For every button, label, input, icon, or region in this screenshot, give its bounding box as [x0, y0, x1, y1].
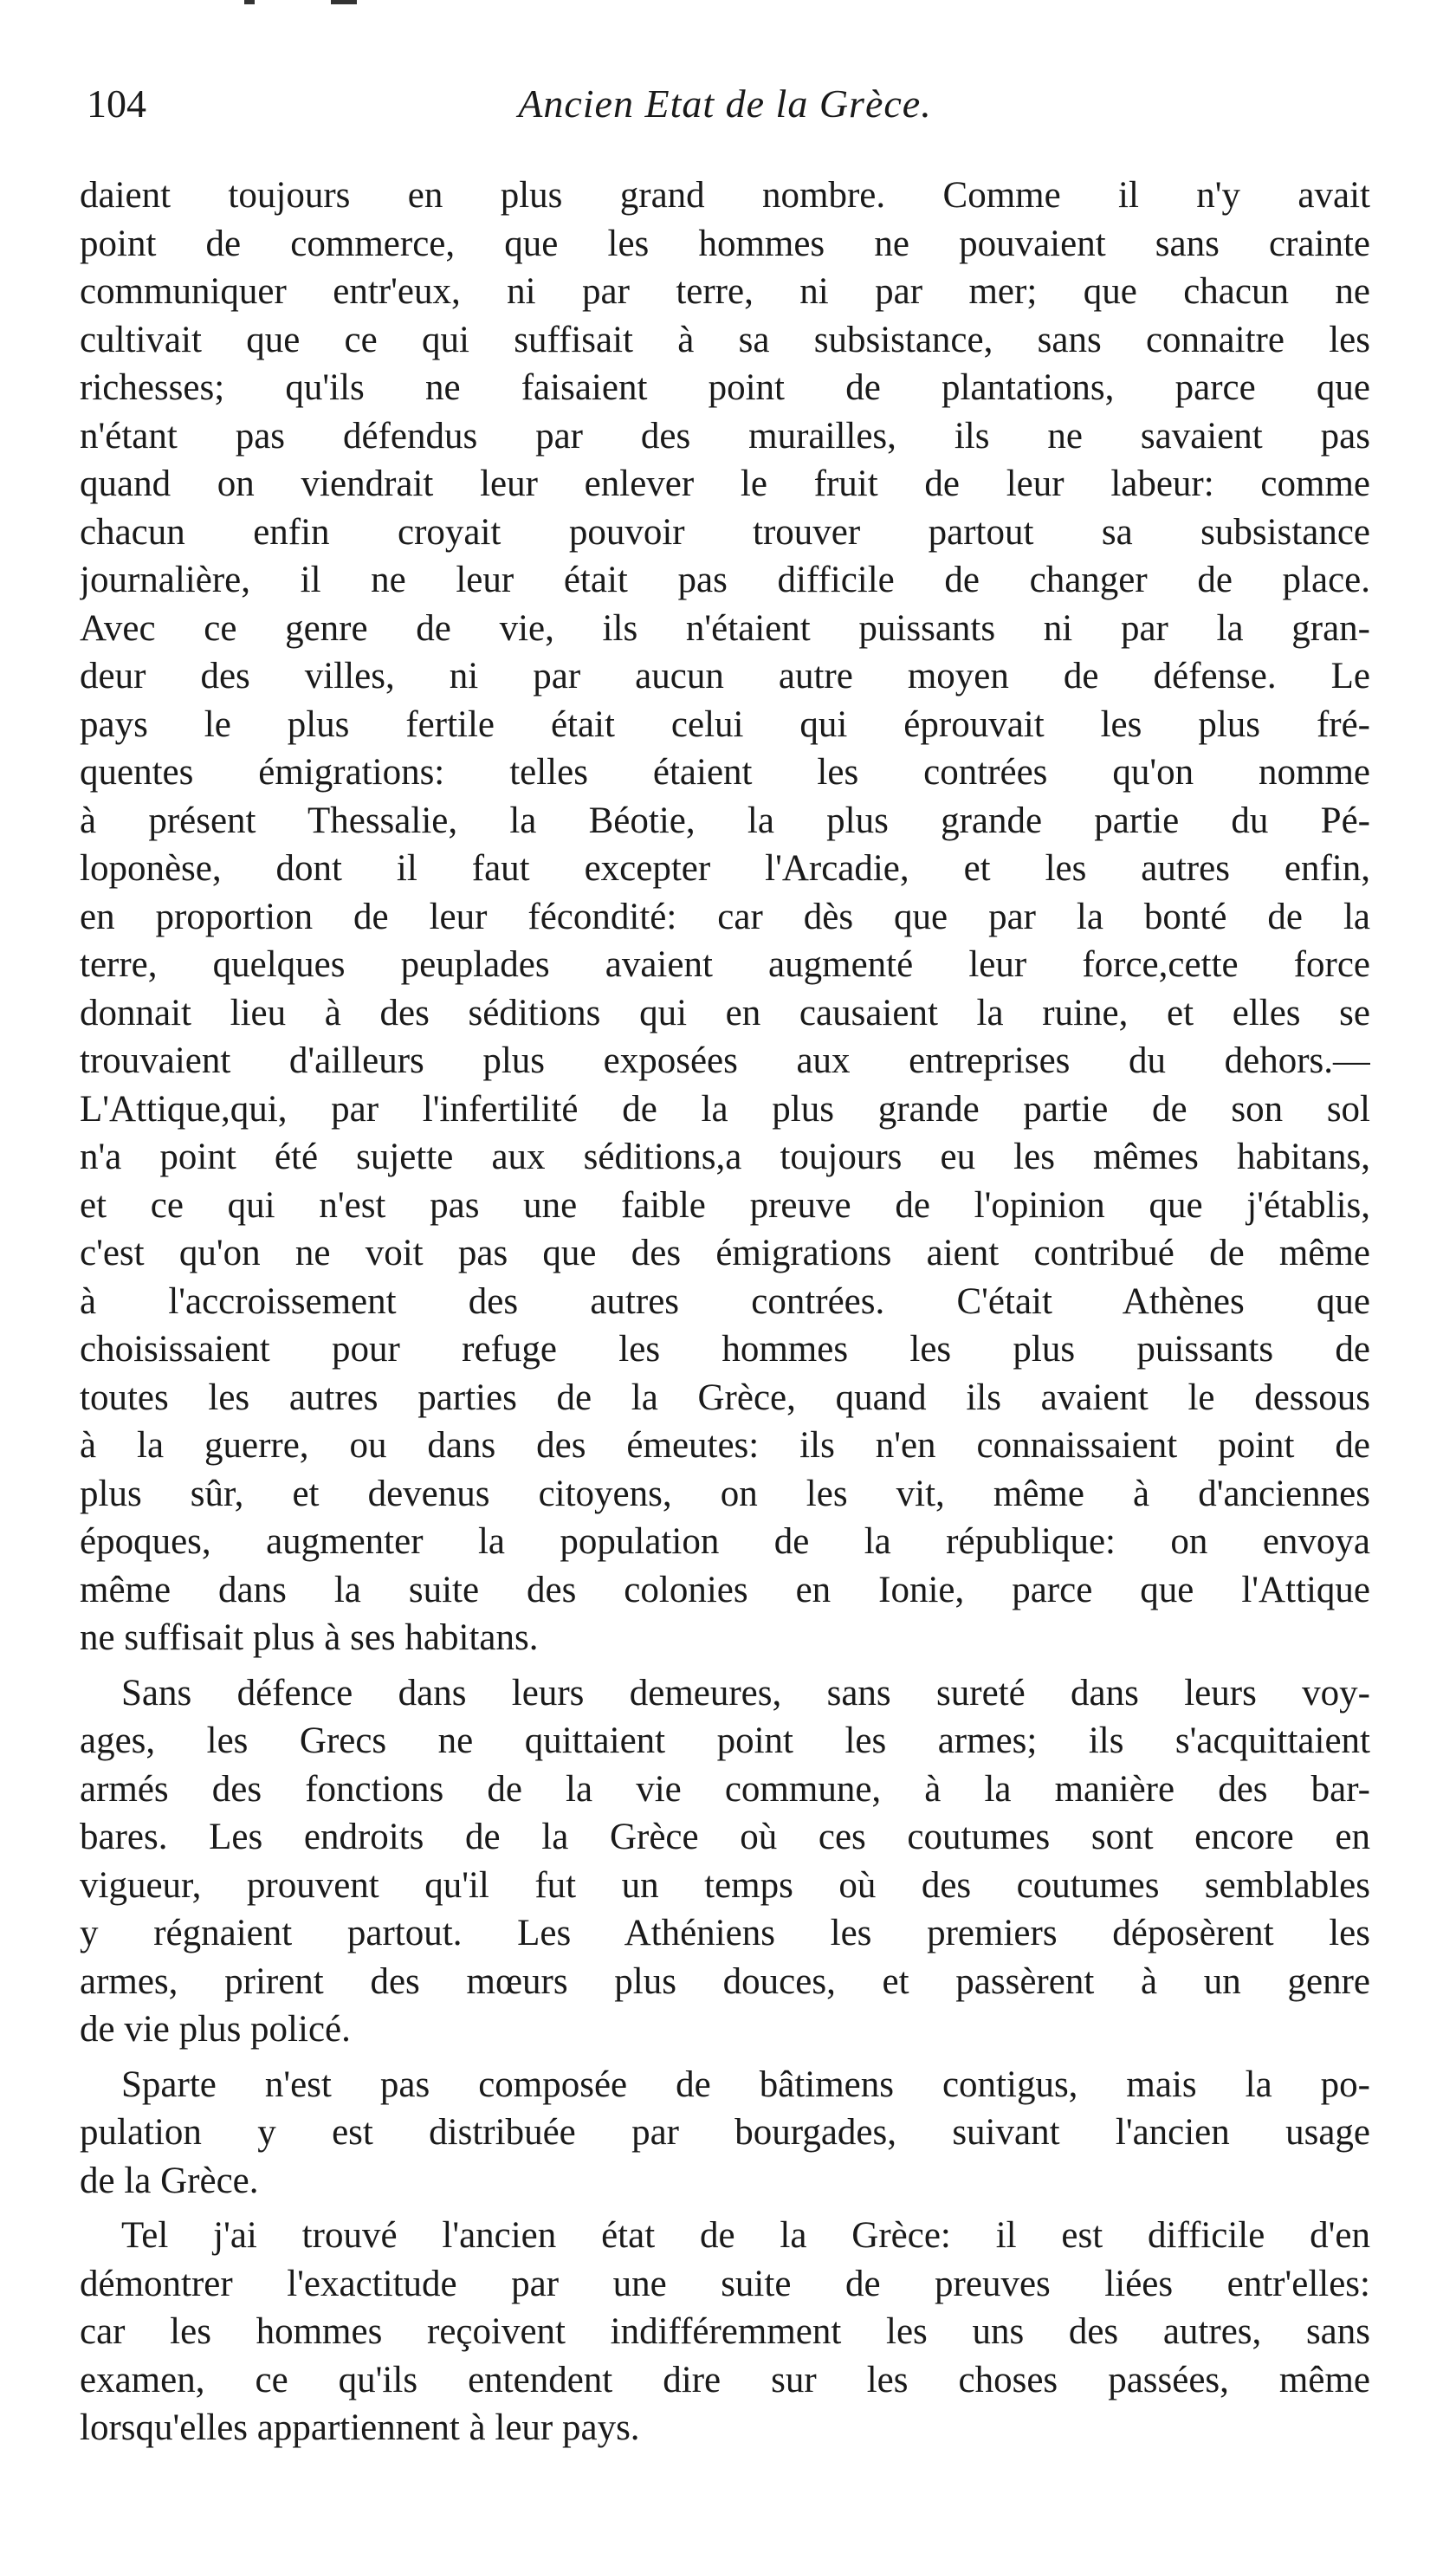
- text-line: c'est qu'on ne voit pas que des émigrations aient contribué de même: [80, 1233, 1370, 1273]
- text-line: journalière, il ne leur était pas difficile de changer de place.: [80, 560, 1370, 600]
- text-line: époques, augmenter la population de la république: on envoya: [80, 1521, 1370, 1562]
- text-line: choisissaient pour refuge les hommes les plus puissants de: [80, 1329, 1370, 1370]
- text-line: y régnaient partout. Les Athéniens les premiers déposèrent les: [80, 1913, 1370, 1953]
- text-line: Avec ce genre de vie, ils n'étaient puissants ni par la gran-: [80, 607, 1370, 649]
- text-line: pulation y est distribuée par bourgades, suivant l'ancien usage: [80, 2112, 1370, 2153]
- paragraph: [80, 2061, 1370, 2206]
- text-line: toutes les autres parties de la Grèce, quand ils avaient le dessous: [80, 1377, 1370, 1418]
- text-line: à la guerre, ou dans des émeutes: ils n'en connaissaient point de: [80, 1425, 1370, 1466]
- running-title: Ancien Etat de la Grèce.: [518, 81, 932, 126]
- text-line: car les hommes reçoivent indifféremment les uns des autres, sans: [80, 2311, 1370, 2352]
- body-text: [80, 172, 1370, 2452]
- text-line: armés des fonctions de la vie commune, à la manière des bar-: [80, 1768, 1370, 1810]
- text-line: bares. Les endroits de la Grèce où ces coutumes sont encore en: [80, 1817, 1370, 1857]
- text-line: donnait lieu à des séditions qui en causaient la ruine, et elles se: [80, 992, 1370, 1033]
- text-line: pays le plus fertile était celui qui éprouvait les plus fré-: [80, 703, 1370, 745]
- text-line: chacun enfin croyait pouvoir trouver partout sa subsistance: [80, 511, 1370, 553]
- text-line: n'a point été sujette aux séditions,a toujours eu les mêmes habitans,: [80, 1137, 1370, 1177]
- print-mark-dash: [331, 0, 357, 4]
- paragraph: [80, 1669, 1370, 2054]
- text-line: démontrer l'exactitude par une suite de preuves liées entr'elles:: [80, 2263, 1370, 2304]
- text-line: Tel j'ai trouvé l'ancien état de la Grèce: il est difficile d'en: [121, 2215, 1370, 2256]
- text-line: ages, les Grecs ne quittaient point les armes; ils s'acquittaient: [80, 1720, 1370, 1761]
- text-line: quentes émigrations: telles étaient les contrées qu'on nomme: [80, 752, 1370, 793]
- text-line: plus sûr, et devenus citoyens, on les vit, même à d'anciennes: [80, 1473, 1370, 1514]
- text-line: n'étant pas défendus par des murailles, ils ne savaient pas: [80, 415, 1370, 457]
- text-line: cultivait que ce qui suffisait à sa subsistance, sans connaitre les: [80, 319, 1370, 360]
- text-line: daient toujours en plus grand nombre. Comme il n'y avait: [80, 175, 1370, 216]
- text-line: point de commerce, que les hommes ne pouvaient sans crainte: [80, 223, 1370, 264]
- text-line: L'Attique,qui, par l'infertilité de la plus grande partie de son sol: [80, 1088, 1370, 1130]
- text-line: armes, prirent des mœurs plus douces, et passèrent à un genre: [80, 1960, 1370, 2002]
- text-line: richesses; qu'ils ne faisaient point de plantations, parce que: [80, 367, 1370, 408]
- text-line: loponèse, dont il faut excepter l'Arcadie, et les autres enfin,: [80, 848, 1370, 889]
- text-line: et ce qui n'est pas une faible preuve de l'opinion que j'établis,: [80, 1184, 1370, 1226]
- text-line: examen, ce qu'ils entendent dire sur les choses passées, même: [80, 2359, 1370, 2400]
- text-line: vigueur, prouvent qu'il fut un temps où des coutumes semblables: [80, 1864, 1370, 1906]
- page-header: [80, 78, 1370, 139]
- text-line: même dans la suite des colonies en Ionie, parce que l'Attique: [80, 1569, 1370, 1610]
- paragraph-gap: [80, 2205, 1370, 2212]
- text-line: à l'accroissement des autres contrées. C'était Athènes que: [80, 1280, 1370, 1322]
- text-line: de vie plus policé.: [80, 2009, 351, 2050]
- text-line: Sans défence dans leurs demeures, sans sureté dans leurs voy-: [121, 1672, 1370, 1714]
- book-page: [80, 0, 1370, 2572]
- print-mark-dot: [244, 0, 255, 4]
- paragraph: [80, 172, 1370, 1662]
- text-line: trouvaient d'ailleurs plus exposées aux entreprises du dehors.—: [80, 1040, 1370, 1081]
- text-line: communiquer entr'eux, ni par terre, ni par mer; que chacun ne: [80, 271, 1370, 312]
- text-line: de la Grèce.: [80, 2160, 259, 2201]
- text-line: Sparte n'est pas composée de bâtimens contigus, mais la po-: [121, 2063, 1370, 2105]
- page-number: 104: [87, 81, 146, 126]
- print-mark: [244, 0, 357, 9]
- text-line: terre, quelques peuplades avaient augmenté leur force,cette force: [80, 944, 1370, 985]
- paragraph-gap: [80, 2054, 1370, 2061]
- text-line: en proportion de leur fécondité: car dès que par la bonté de la: [80, 896, 1370, 937]
- text-line: ne suffisait plus à ses habitans.: [80, 1617, 539, 1658]
- paragraph: [80, 2212, 1370, 2452]
- paragraph-gap: [80, 1662, 1370, 1669]
- text-line: quand on viendrait leur enlever le fruit de leur labeur: comme: [80, 463, 1370, 504]
- text-line: à présent Thessalie, la Béotie, la plus grande partie du Pé-: [80, 800, 1370, 841]
- text-line: deur des villes, ni par aucun autre moyen de défense. Le: [80, 656, 1370, 696]
- text-line: lorsqu'elles appartiennent à leur pays.: [80, 2407, 640, 2448]
